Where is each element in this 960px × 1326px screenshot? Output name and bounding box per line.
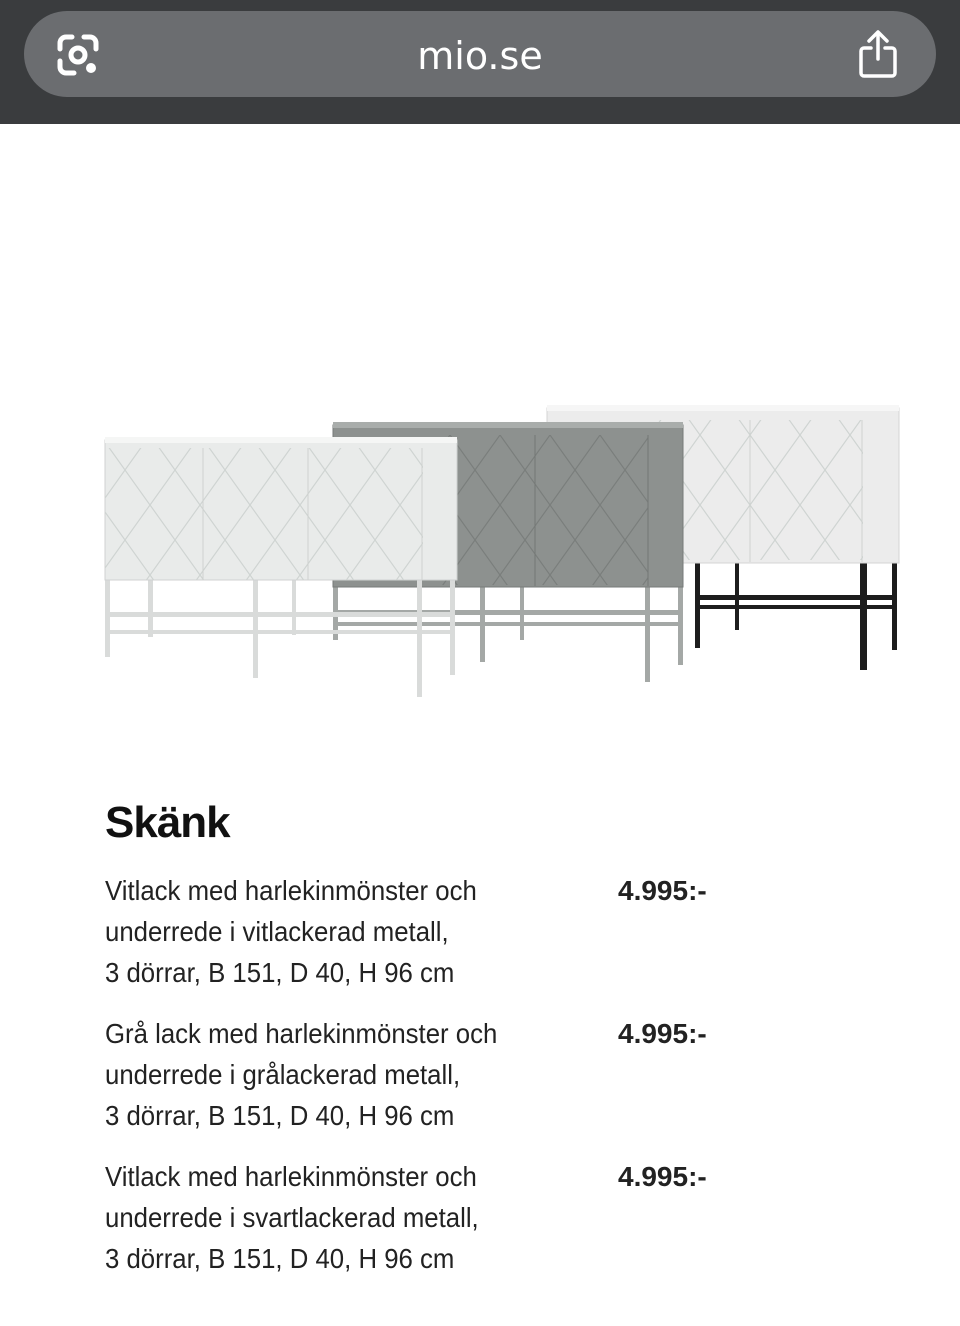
url-text[interactable]: mio.se xyxy=(417,34,543,78)
variant-description: Vitlack med harlekinmönster och underrede i vitlackerad metall, 3 dörrar, B 151, D 40, H 96 cm xyxy=(105,875,477,988)
variant-price: 4.995:- xyxy=(618,1018,707,1049)
sideboard-white-white-base xyxy=(105,437,457,697)
variant-price: 4.995:- xyxy=(618,1161,707,1192)
variant-description: Vitlack med harlekinmönster och underrede i svartlackerad metall, 3 dörrar, B 151, D 40, H 96 cm xyxy=(105,1161,479,1274)
share-icon[interactable] xyxy=(856,29,900,79)
product-title: Skänk xyxy=(105,798,230,847)
browser-toolbar xyxy=(0,0,960,124)
variant-description: Grå lack med harlekinmönster och underrede i grålackerad metall, 3 dörrar, B 151, D 40, H 96 cm xyxy=(105,1018,498,1131)
product-image xyxy=(100,400,905,700)
variant-price: 4.995:- xyxy=(618,875,707,906)
address-bar[interactable] xyxy=(24,11,936,97)
